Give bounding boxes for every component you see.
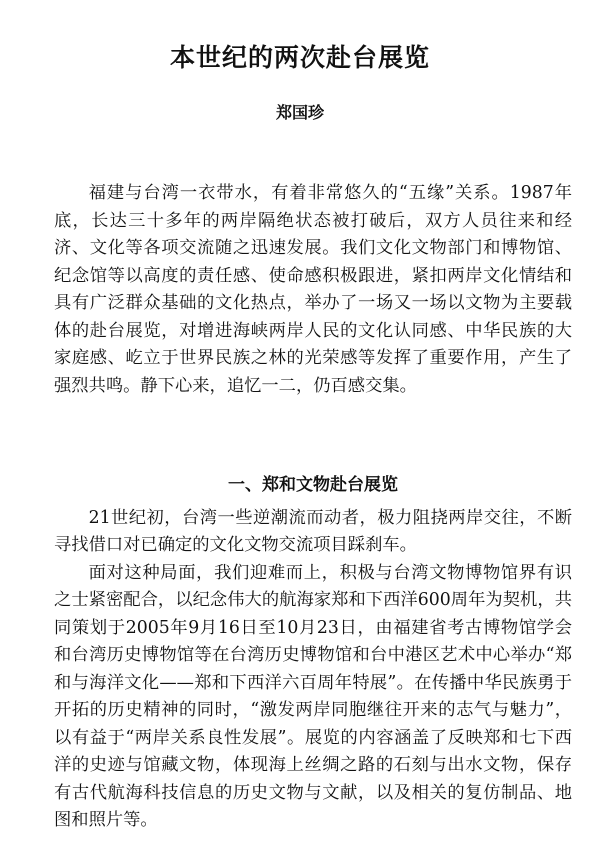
intro-paragraph: 福建与台湾一衣带水，有着非常悠久的“五缘”关系。1987年底，长达三十多年的两岸隔绝状态被打破后，双方人员往来和经济、文化等各项交流随之迅速发展。我们文化文物部门和博物馆、纪念馆等以高度的责任感、使命感积极跟进，紧扣两岸文化情结和具有广泛群众基础的文化热点，举办了一场又一场以文物为主要载体的赴台展览，对增进海峡两岸人民的文化认同感、中华民族的大家庭感、屹立于世界民族之林的光荣感等发挥了重要作用，产生了强烈共鸣。静下心来，追忆一二，仍百感交集。	[54, 183, 572, 396]
section-paragraph-1: 21世纪初，台湾一些逆潮流而动者，极力阻挠两岸交往，不断寻找借口对已确定的文化文物交流项目踩刹车。	[54, 507, 572, 555]
article-author: 郑国珍	[275, 103, 324, 122]
intro-section	[54, 180, 572, 400]
article-title: 本世纪的两次赴台展览	[169, 43, 430, 72]
section-zhenghe	[54, 472, 572, 835]
section-paragraph-2: 面对这种局面，我们迎难而上，积极与台湾文物博物馆界有识之士紧密配合，以纪念伟大的航海家郑和下西洋600周年为契机，共同策划于2005年9月16日至10月23日，由福建省考古博物馆学会和台湾历史博物馆等在台湾历史博物馆和台中港区艺术中心举办“郑和与海洋文化——郑和下西洋六百周年特展”。在传播中华民族勇于开拓的历史精神的同时，“激发两岸同胞继往开来的志气与魅力”，以有益于“两岸关系良性发展”。展览的内容涵盖了反映郑和七下西洋的史迹与馆藏文物，体现海上丝绸之路的石刻与出水文物，保存有古代航海科技信息的历史文物与文献，以及相关的复仿制品、地图和照片等。	[54, 562, 572, 830]
section-heading: 一、郑和文物赴台展览	[228, 475, 398, 495]
